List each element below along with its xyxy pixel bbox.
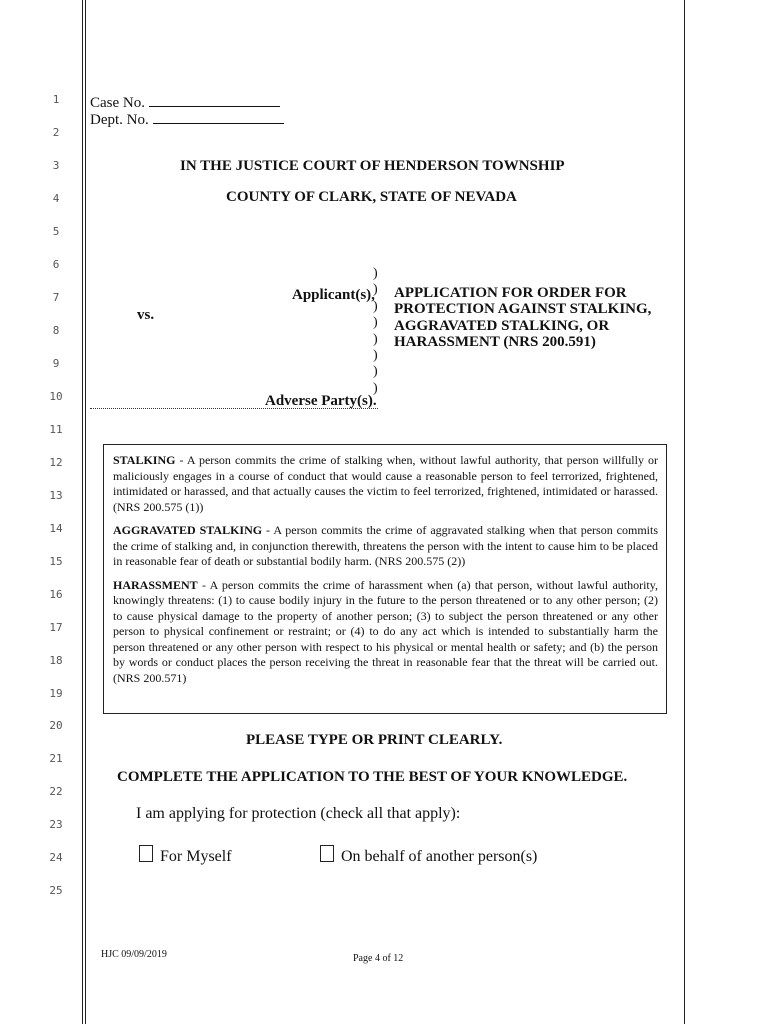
left-margin-rule-outer — [82, 0, 83, 1024]
aggravated-stalking-term: AGGRAVATED STALKING — [113, 523, 263, 537]
on-behalf-checkbox[interactable] — [320, 845, 334, 862]
line-number: 25 — [49, 884, 63, 897]
right-margin-rule — [684, 0, 685, 1024]
complete-application-instruction: COMPLETE THE APPLICATION TO THE BEST OF YOUR KNOWLEDGE. — [117, 769, 628, 785]
adverse-party-signature-line — [90, 408, 378, 409]
applying-for-prompt: I am applying for protection (check all that apply): — [136, 805, 461, 822]
case-no-line — [90, 94, 280, 112]
line-number: 1 — [52, 93, 60, 106]
title-line-2: PROTECTION AGAINST STALKING, — [394, 301, 652, 318]
line-number: 6 — [52, 258, 60, 271]
vs-label: vs. — [137, 307, 155, 323]
page-number: Page 4 of 12 — [353, 953, 404, 964]
case-no-field[interactable] — [149, 94, 280, 107]
line-number: 17 — [49, 621, 63, 634]
court-name: IN THE JUSTICE COURT OF HENDERSON TOWNSHIP — [180, 158, 565, 174]
line-number: 5 — [52, 225, 60, 238]
applicant-label: Applicant(s), — [292, 287, 375, 303]
line-number: 11 — [49, 423, 63, 436]
line-number: 12 — [49, 456, 63, 469]
dept-no-line — [90, 111, 284, 129]
form-code: HJC 09/09/2019 — [101, 949, 167, 960]
harassment-definition — [113, 578, 658, 687]
caption-parentheses: ) ) ) ) ) ) ) ) — [373, 266, 378, 396]
title-line-1: APPLICATION FOR ORDER FOR — [394, 285, 627, 301]
line-number: 3 — [52, 159, 60, 172]
line-number: 4 — [52, 192, 60, 205]
line-number: 18 — [49, 654, 63, 667]
left-margin-rule-inner — [85, 0, 86, 1024]
line-number: 2 — [52, 126, 60, 139]
definitions-box — [103, 444, 667, 714]
dept-no-field[interactable] — [153, 111, 284, 124]
for-myself-label: For Myself — [160, 848, 232, 865]
case-no-label: Case No. — [90, 95, 145, 111]
type-clearly-instruction: PLEASE TYPE OR PRINT CLEARLY. — [246, 732, 503, 748]
line-number: 14 — [49, 522, 63, 535]
line-number: 9 — [52, 357, 60, 370]
title-line-4: HARASSMENT (NRS 200.591) — [394, 333, 596, 350]
aggravated-stalking-definition — [113, 523, 658, 570]
line-number: 13 — [49, 489, 63, 502]
for-myself-checkbox[interactable] — [139, 845, 153, 862]
line-number: 10 — [49, 390, 63, 403]
aggravated-stalking-text: - A person commits the crime of aggravated stalking when that person commits the crime of stalking and, in conjunction therewith, threatens the person with the intent to cause him to be placed in reasonable fear of death or substantial bodily harm. (NRS 200.575 (2)) — [113, 523, 659, 568]
harassment-term: HARASSMENT — [113, 577, 198, 592]
line-number: 23 — [49, 818, 63, 831]
line-number: 16 — [49, 588, 63, 601]
line-number: 24 — [49, 851, 63, 864]
line-number: 19 — [49, 687, 63, 700]
stalking-term: STALKING — [113, 453, 176, 467]
harassment-text: - A person commits the crime of harassment when (a) that person, without lawful authority, knowingly threatens: (1) to cause bodily injury in the future to the person threatened or to any other person; (2) to cause physical damage to the property of another person; (3) to subject the person threatened or any other person to physical confinement or restraint; or (4) to do any act which is intended to substantially harm the person threatened or any other person with respect to his physical or mental health or safety; and (b) the person by words or conduct places the person receiving the threat in reasonable fear that the threat will be carried out. (NRS 200.571) — [113, 577, 658, 685]
court-county: COUNTY OF CLARK, STATE OF NEVADA — [226, 189, 517, 205]
title-line-3: AGGRAVATED STALKING, OR — [394, 317, 610, 334]
line-number: 8 — [52, 324, 60, 337]
line-number: 22 — [49, 785, 63, 798]
on-behalf-label: On behalf of another person(s) — [341, 848, 538, 865]
application-title — [394, 285, 651, 350]
line-number: 20 — [49, 719, 63, 732]
stalking-definition — [113, 453, 658, 515]
dept-no-label: Dept. No. — [90, 112, 149, 128]
line-number: 21 — [49, 752, 63, 765]
adverse-party-label: Adverse Party(s). — [265, 393, 377, 409]
stalking-text: - A person commits the crime of stalking when, without lawful authority, that person willfully or maliciously engages in a course of conduct that would cause a reasonable person to feel terrorized, frightened, intimidated or harassed, and that actually causes the victim to feel terrorized, frightened, intimidated or harassed. (NRS 200.575 (1)) — [113, 453, 658, 514]
line-number: 7 — [52, 291, 60, 304]
line-number: 15 — [49, 555, 63, 568]
